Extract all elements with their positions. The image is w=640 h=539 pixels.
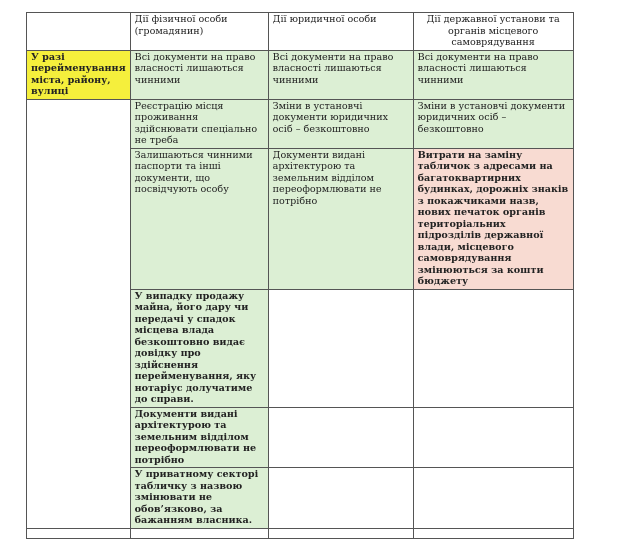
header-row <box>27 13 574 51</box>
label-empty-cell <box>27 99 131 528</box>
comparison-table <box>26 12 574 539</box>
cell-state-5 <box>413 407 573 468</box>
table-row <box>27 99 574 148</box>
cell-individual-5: Документи видані архітектурою та земельним відділом переоформлювати не потрібно <box>130 407 268 468</box>
cell-individual-3: Залишаються чинними паспорти та інші документи, що посвідчують особу <box>130 148 268 289</box>
table-row <box>27 528 574 538</box>
empty-cell <box>27 528 131 538</box>
cell-legal-6 <box>268 468 413 529</box>
table-row <box>27 50 574 99</box>
cell-state-1: Всі документи на право власності лишаються чинними <box>413 50 573 99</box>
header-empty-cell <box>27 13 131 51</box>
header-legal-entity: Дії юридичної особи <box>268 13 413 51</box>
empty-cell <box>268 528 413 538</box>
cell-legal-5 <box>268 407 413 468</box>
cell-state-2: Зміни в установчі документи юридичних осіб – безкоштовно <box>413 99 573 148</box>
empty-cell <box>130 528 268 538</box>
cell-state-4 <box>413 289 573 407</box>
cell-individual-2: Реєстрацію місця проживання здійснювати спеціально не треба <box>130 99 268 148</box>
cell-individual-1: Всі документи на право власності лишаються чинними <box>130 50 268 99</box>
header-individual: Дії фізичної особи (громадянин) <box>130 13 268 51</box>
cell-legal-2: Зміни в установчі документи юридичних осіб – безкоштовно <box>268 99 413 148</box>
cell-legal-3: Документи видані архітектурою та земельним відділом переоформлювати не потрібно <box>268 148 413 289</box>
cell-individual-4: У випадку продажу майна, його дару чи передачі у спадок місцева влада безкоштовно видає довідку про здійснення перейменування, яку нотаріус долучатиме до справи. <box>130 289 268 407</box>
header-state-body: Дії державної установи та органів місцевого самоврядування <box>413 13 573 51</box>
cell-state-6 <box>413 468 573 529</box>
cell-individual-6: У приватному секторі табличку з назвою змінювати не обов’язково, за бажанням власника. <box>130 468 268 529</box>
cell-legal-1: Всі документи на право власності лишаються чинними <box>268 50 413 99</box>
row-label-rename: У разі перейменування міста, району, вулиці <box>27 50 131 99</box>
cell-legal-4 <box>268 289 413 407</box>
cell-state-3: Витрати на заміну табличок з адресами на багатоквартирних будинках, дорожніх знаків з покажчиками назв, нових печаток органів територіальних підрозділів державної влади, місцевого самоврядування змінюються за кошти бюджету <box>413 148 573 289</box>
empty-cell <box>413 528 573 538</box>
